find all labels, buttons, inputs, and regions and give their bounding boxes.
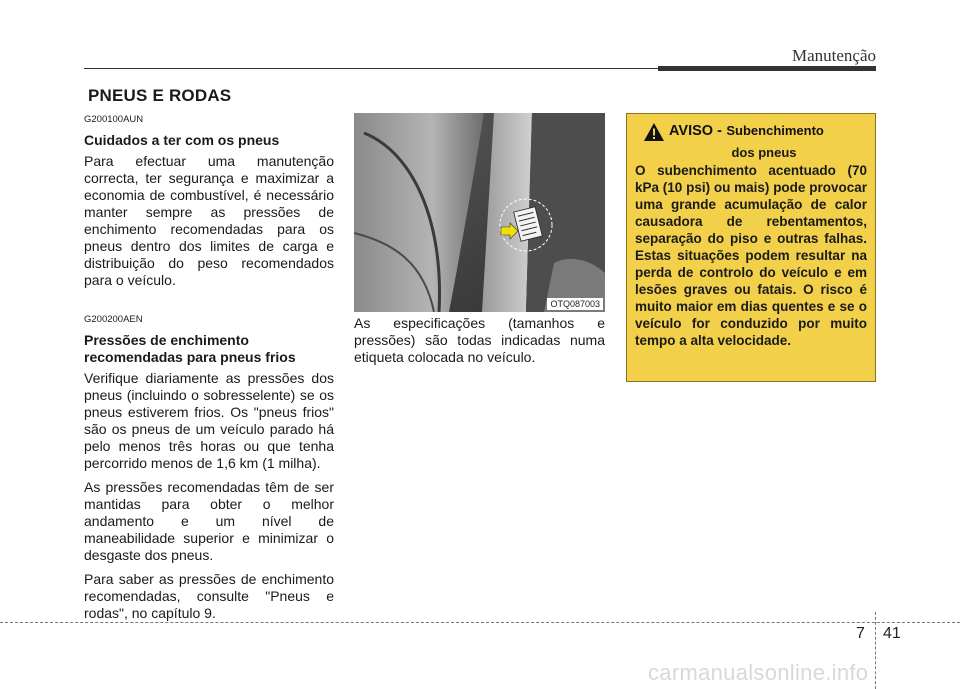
paragraph-recommended-pressures: As pressões recomendadas têm de ser mantidas para obter o melhor andamento e um nível de maneabilidade superior e minimizar o desgaste dos pneus. [84, 479, 334, 563]
header-title: Manutenção [791, 46, 876, 65]
warning-subtitle: Subenchimento [726, 123, 824, 138]
tire-label-photo [354, 113, 605, 312]
paragraph-see-chapter: Para saber as pressões de enchimento recomendadas, consulte "Pneus e rodas", no capítulo 9. [84, 571, 334, 621]
door-pillar-illustration [354, 113, 605, 312]
middle-column [354, 315, 605, 373]
warning-header [635, 122, 867, 142]
paragraph-check-pressures: Verifique diariamente as pressões dos pneus (incluindo o sobresselente) se os pneus estiverem frios. Os "pneus frios" são os pneus de um veículo parado há pelo menos três horas ou que tenha percorrido menos de 1,6 km (1 milha). [84, 370, 334, 471]
warning-body: O subenchimento acentuado (70 kPa (10 psi) ou mais) pode provocar uma grande acumulação de calor causadora de rebentamentos, separação do piso e outras falhas. Estas situações podem resultar na perda de controlo do veículo e em lesões graves ou fatais. O risco é muito maior em dias quentes e se o veículo for conduzido por muito tempo a alta velocidade. [635, 163, 867, 348]
subheading-cold-pressures: Pressões de enchimento recomendadas para pneus frios [84, 332, 296, 365]
warning-triangle-icon [643, 122, 665, 142]
footer-rule [0, 622, 960, 623]
footer-divider [875, 612, 876, 689]
watermark-site: carmanualsonline.info [648, 660, 869, 685]
paragraph-specifications: As especificações (tamanhos e pressões) são todas indicadas numa etiqueta colocada no veículo. [354, 315, 605, 365]
page-number: 41 [883, 625, 901, 642]
section-code-2: G200200AEN [84, 314, 143, 325]
header-bar [658, 66, 876, 71]
warning-label: AVISO - [669, 123, 722, 139]
photo-caption: OTQ087003 [547, 298, 603, 310]
left-column [84, 111, 334, 629]
section-code-1: G200100AUN [84, 114, 144, 125]
subheading-tire-care: Cuidados a ter com os pneus [84, 132, 280, 148]
paragraph-tire-care: Para efectuar uma manutenção correcta, ter segurança e maximizar a economia de combustível, é necessário manter sempre as pressões de enchimento recomendadas para os pneus dentro dos limites de carga e distribuição do peso recomendados para o veículo. [84, 153, 334, 288]
chapter-number: 7 [856, 625, 865, 642]
warning-box [626, 113, 876, 382]
warning-subtitle-line2: dos pneus [731, 145, 797, 160]
section-title: PNEUS E RODAS [88, 86, 232, 105]
